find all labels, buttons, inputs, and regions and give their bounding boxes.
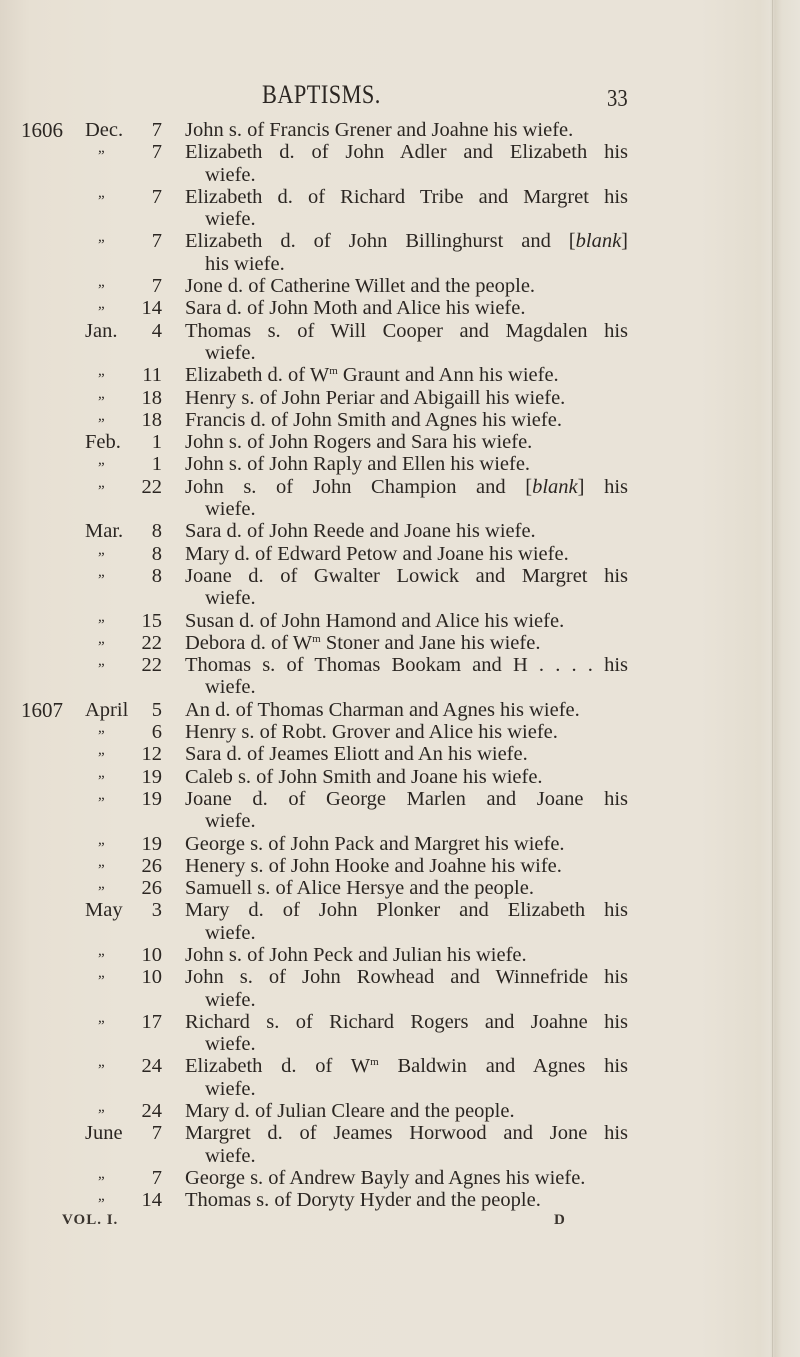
entry-text: Margret d. of Jeames Horwood and Jone his: [185, 1122, 628, 1145]
entry-day: 7: [151, 141, 162, 164]
register-entry: [0, 565, 800, 587]
ditto-mark: ”: [98, 571, 105, 588]
ditto-mark: ”: [98, 460, 105, 477]
entry-text: Henry s. of Robt. Grover and Alice his wiefe.: [185, 721, 558, 744]
entry-text: Jone d. of Catherine Willet and the people.: [185, 275, 536, 298]
entry-day: 10: [141, 943, 162, 966]
register-entry-continuation: [0, 1033, 800, 1055]
register-entry: [0, 743, 800, 765]
register-entry: [0, 520, 800, 542]
entry-day: 14: [141, 297, 162, 320]
register-entry-continuation: [0, 676, 800, 698]
register-entry: [0, 141, 800, 163]
gathering-mark: D: [554, 1212, 565, 1228]
entry-text-continuation: wiefe.: [205, 341, 256, 364]
register-entry: [0, 610, 800, 632]
entry-day: 1: [151, 453, 162, 476]
entry-day: 22: [141, 631, 162, 654]
entry-text: Mary d. of Julian Cleare and the people.: [185, 1100, 515, 1123]
register-entry: [0, 899, 800, 921]
page-number: 33: [607, 86, 628, 112]
entry-day: 8: [151, 542, 162, 565]
register-entry: [0, 1189, 800, 1211]
entry-day: 18: [141, 386, 162, 409]
entry-text: Sara d. of John Moth and Alice his wiefe.: [185, 297, 526, 320]
entry-text-continuation: wiefe.: [205, 921, 256, 944]
entry-text: Henery s. of John Hooke and Joahne his wife.: [185, 854, 562, 877]
register-entry: [0, 855, 800, 877]
entry-day: 7: [151, 119, 162, 141]
entry-day: 15: [141, 609, 162, 632]
register-entry: [0, 275, 800, 297]
page-header: [0, 72, 800, 112]
register-entry: [0, 1011, 800, 1033]
register-entry-continuation: [0, 498, 800, 520]
entry-text-continuation: wiefe.: [205, 208, 256, 231]
register-entry: [0, 654, 800, 676]
entry-text: Susan d. of John Hamond and Alice his wiefe.: [185, 609, 565, 632]
ditto-mark: ”: [98, 549, 105, 566]
entry-text: Richard s. of Richard Rogers and Joahne his: [185, 1010, 628, 1033]
entry-text: Elizabeth d. of John Billinghurst and [blank]: [185, 230, 628, 253]
register-entry: [0, 944, 800, 966]
ditto-mark: ”: [98, 192, 105, 209]
entry-day: 19: [141, 832, 162, 855]
entry-day: 19: [141, 765, 162, 788]
register-entry: [0, 766, 800, 788]
entry-day: 7: [151, 230, 162, 253]
register-entry: [0, 1055, 800, 1077]
entry-text: John s. of John Rowhead and Winnefride his: [185, 966, 628, 989]
entry-month: Feb.: [85, 431, 121, 454]
entry-text: Sara d. of John Reede and Joane his wiefe.: [185, 520, 536, 543]
entry-month: April: [85, 698, 129, 721]
entry-text-continuation: wiefe.: [205, 1033, 256, 1056]
entry-month: May: [85, 899, 123, 922]
register-entry: [0, 1122, 800, 1144]
entry-day: 24: [141, 1100, 162, 1123]
entry-day: 22: [141, 654, 162, 677]
entry-day: 26: [141, 877, 162, 900]
ditto-mark: ”: [98, 861, 105, 878]
entry-text: An d. of Thomas Charman and Agnes his wiefe.: [185, 698, 580, 721]
ditto-mark: ”: [98, 884, 105, 901]
entry-text-continuation: wiefe.: [205, 810, 256, 833]
ditto-mark: ”: [98, 1062, 105, 1079]
entry-text: Joane d. of Gwalter Lowick and Margret his: [185, 564, 628, 587]
volume-signature: VOL. I.: [62, 1212, 119, 1228]
register-entry: [0, 877, 800, 899]
register-entry-continuation: [0, 810, 800, 832]
entry-day: 14: [141, 1189, 162, 1212]
ditto-mark: ”: [98, 750, 105, 767]
ditto-mark: ”: [98, 950, 105, 967]
entry-text: Francis d. of John Smith and Agnes his wiefe.: [185, 408, 562, 431]
entry-day: 8: [151, 564, 162, 587]
entry-text-continuation: wiefe.: [205, 1144, 256, 1167]
register-entry-continuation: [0, 208, 800, 230]
ditto-mark: ”: [98, 1017, 105, 1034]
register-entry: [0, 431, 800, 453]
entry-day: 18: [141, 408, 162, 431]
ditto-mark: ”: [98, 661, 105, 678]
entry-day: 12: [141, 743, 162, 766]
register-entry: [0, 721, 800, 743]
entry-day: 10: [141, 966, 162, 989]
entry-text-continuation: wiefe.: [205, 1077, 256, 1100]
register-entry: [0, 453, 800, 475]
entry-text: Thomas s. of Thomas Bookam and H . . . . his: [185, 654, 628, 677]
entry-text-continuation: wiefe.: [205, 587, 256, 610]
ditto-mark: ”: [98, 237, 105, 254]
register-entry: [0, 320, 800, 342]
ditto-mark: ”: [98, 973, 105, 990]
entry-text: Sara d. of Jeames Eliott and An his wiefe.: [185, 743, 528, 766]
entry-text: Mary d. of Edward Petow and Joane his wiefe.: [185, 542, 569, 565]
entry-text: Elizabeth d. of Richard Tribe and Margret his: [185, 185, 628, 208]
entry-year: 1606: [21, 118, 63, 142]
entry-text: Thomas s. of Will Cooper and Magdalen his: [185, 319, 628, 342]
entry-day: 4: [151, 319, 162, 342]
entry-day: 19: [141, 787, 162, 810]
entry-text: John s. of John Raply and Ellen his wiefe.: [185, 453, 531, 476]
entry-day: 1: [151, 431, 162, 454]
register-entry-continuation: [0, 164, 800, 186]
register-entry: [0, 409, 800, 431]
register-entry: [0, 1167, 800, 1189]
entry-text: George s. of John Pack and Margret his wiefe.: [185, 832, 565, 855]
register-entry: [0, 788, 800, 810]
entry-text: Samuell s. of Alice Hersye and the people.: [185, 877, 534, 900]
ditto-mark: ”: [98, 282, 105, 299]
entry-text: John s. of John Champion and [blank] his: [185, 475, 628, 498]
entry-text: Thomas s. of Doryty Hyder and the people.: [185, 1189, 541, 1212]
baptism-register: [0, 119, 800, 1212]
register-entry: [0, 966, 800, 988]
entry-day: 26: [141, 854, 162, 877]
register-entry: [0, 119, 800, 141]
entry-text-continuation: wiefe.: [205, 988, 256, 1011]
entry-day: 24: [141, 1055, 162, 1078]
running-title: BAPTISMS.: [262, 80, 381, 109]
entry-text: John s. of Francis Grener and Joahne his wiefe.: [185, 119, 574, 141]
entry-text: Henry s. of John Periar and Abigaill his wiefe.: [185, 386, 566, 409]
entry-text: Elizabeth d. of John Adler and Elizabeth his: [185, 141, 628, 164]
ditto-mark: ”: [98, 393, 105, 410]
entry-day: 6: [151, 721, 162, 744]
register-entry: [0, 364, 800, 386]
entry-text-continuation: his wiefe.: [205, 252, 285, 275]
ditto-mark: ”: [98, 1196, 105, 1213]
register-entry: [0, 1100, 800, 1122]
entry-text-continuation: wiefe.: [205, 163, 256, 186]
ditto-mark: ”: [98, 772, 105, 789]
register-entry-continuation: [0, 1078, 800, 1100]
entry-text: Debora d. of $W^m$ Stoner and Jane his wiefe.: [185, 631, 541, 654]
ditto-mark: ”: [98, 304, 105, 321]
register-entry: [0, 186, 800, 208]
entry-month: Dec.: [85, 119, 124, 141]
entry-month: Mar.: [85, 520, 124, 543]
register-entry-continuation: [0, 587, 800, 609]
ditto-mark: ”: [98, 794, 105, 811]
register-entry-continuation: [0, 922, 800, 944]
register-entry: [0, 230, 800, 252]
entry-text: John s. of John Rogers and Sara his wiefe.: [185, 431, 533, 454]
entry-day: 7: [151, 275, 162, 298]
ditto-mark: ”: [98, 728, 105, 745]
entry-day: 7: [151, 185, 162, 208]
register-entry-continuation: [0, 342, 800, 364]
entry-day: 7: [151, 1166, 162, 1189]
entry-day: 22: [141, 475, 162, 498]
entry-text: Elizabeth d. of $W^m$ Graunt and Ann his wiefe.: [185, 364, 559, 387]
register-entry: [0, 476, 800, 498]
entry-text: Caleb s. of John Smith and Joane his wiefe.: [185, 765, 543, 788]
register-entry: [0, 699, 800, 721]
register-entry: [0, 632, 800, 654]
entry-text: Joane d. of George Marlen and Joane his: [185, 787, 628, 810]
ditto-mark: ”: [98, 616, 105, 633]
entry-text-continuation: wiefe.: [205, 498, 256, 521]
ditto-mark: ”: [98, 1107, 105, 1124]
entry-year: 1607: [21, 697, 63, 722]
ditto-mark: ”: [98, 638, 105, 655]
entry-month: June: [85, 1122, 123, 1145]
register-entry-continuation: [0, 1145, 800, 1167]
entry-text: George s. of Andrew Bayly and Agnes his wiefe.: [185, 1166, 586, 1189]
register-entry: [0, 387, 800, 409]
ditto-mark: ”: [98, 839, 105, 856]
ditto-mark: ”: [98, 415, 105, 432]
entry-day: 5: [151, 698, 162, 721]
register-entry: [0, 543, 800, 565]
entry-text: John s. of John Peck and Julian his wiefe.: [185, 943, 527, 966]
entry-day: 11: [142, 364, 162, 387]
entry-day: 7: [151, 1122, 162, 1145]
ditto-mark: ”: [98, 1173, 105, 1190]
entry-day: 17: [141, 1010, 162, 1033]
ditto-mark: ”: [98, 482, 105, 499]
register-entry: [0, 297, 800, 319]
ditto-mark: ”: [98, 371, 105, 388]
register-entry: [0, 833, 800, 855]
register-entry-continuation: [0, 989, 800, 1011]
ditto-mark: ”: [98, 148, 105, 165]
entry-day: 3: [151, 899, 162, 922]
entry-text-continuation: wiefe.: [205, 676, 256, 699]
entry-text: Elizabeth d. of $W^m$ Baldwin and Agnes his: [185, 1055, 628, 1078]
entry-text: Mary d. of John Plonker and Elizabeth his: [185, 899, 628, 922]
register-entry-continuation: [0, 253, 800, 275]
entry-month: Jan.: [85, 319, 118, 342]
entry-day: 8: [151, 520, 162, 543]
